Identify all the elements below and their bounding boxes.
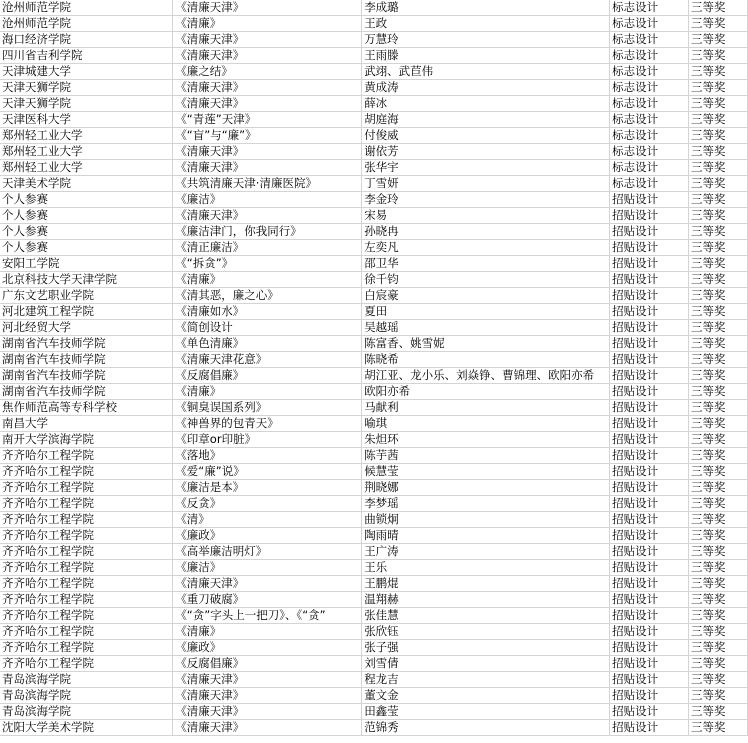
work-title-cell[interactable]: 《高举廉洁明灯》	[173, 544, 362, 560]
school-cell[interactable]: 海口经济学院	[0, 32, 173, 48]
award-cell[interactable]: 三等奖	[689, 416, 748, 432]
school-cell[interactable]: 齐齐哈尔工程学院	[0, 512, 173, 528]
table-row	[0, 240, 748, 256]
school-cell[interactable]: 湖南省汽车技师学院	[0, 384, 173, 400]
author-cell[interactable]: 范锦秀	[362, 720, 610, 736]
category-cell[interactable]: 招贴设计	[610, 656, 689, 672]
work-title-cell[interactable]: 《共筑清廉天津·清廉医院》	[173, 176, 362, 192]
table-row	[0, 592, 748, 608]
award-cell[interactable]: 三等奖	[689, 80, 748, 96]
school-cell[interactable]: 郑州轻工业大学	[0, 160, 173, 176]
category-cell[interactable]: 标志设计	[610, 96, 689, 112]
work-title-cell[interactable]: 《廉洁是本》	[173, 480, 362, 496]
table-row	[0, 448, 748, 464]
school-cell[interactable]: 湖南省汽车技师学院	[0, 336, 173, 352]
category-cell[interactable]: 招贴设计	[610, 592, 689, 608]
table-row	[0, 528, 748, 544]
table-row	[0, 96, 748, 112]
category-cell[interactable]: 招贴设计	[610, 400, 689, 416]
work-title-cell[interactable]: 《廉洁》	[173, 560, 362, 576]
award-cell[interactable]: 三等奖	[689, 0, 748, 16]
school-cell[interactable]: 安阳工学院	[0, 256, 173, 272]
author-cell[interactable]: 王政	[362, 16, 610, 32]
author-cell[interactable]: 薛冰	[362, 96, 610, 112]
work-title-cell[interactable]: 《清廉如水》	[173, 304, 362, 320]
category-cell[interactable]: 招贴设计	[610, 368, 689, 384]
work-title-cell[interactable]: 《单色清廉》	[173, 336, 362, 352]
award-cell[interactable]: 三等奖	[689, 528, 748, 544]
work-title-cell[interactable]: 《清廉天津》	[173, 80, 362, 96]
award-cell[interactable]: 三等奖	[689, 176, 748, 192]
author-cell[interactable]: 黄成涛	[362, 80, 610, 96]
category-cell[interactable]: 招贴设计	[610, 544, 689, 560]
work-title-cell[interactable]: 《重刀破腐》	[173, 592, 362, 608]
work-title-cell[interactable]: 《印章or印脏》	[173, 432, 362, 448]
work-title-cell[interactable]: 《清正廉洁》	[173, 240, 362, 256]
school-cell[interactable]: 青岛滨海学院	[0, 688, 173, 704]
award-cell[interactable]: 三等奖	[689, 160, 748, 176]
work-title-cell[interactable]: 《清廉天津》	[173, 720, 362, 736]
school-cell[interactable]: 南昌大学	[0, 416, 173, 432]
table-row	[0, 640, 748, 656]
work-title-cell[interactable]: 《清廉天津花意》	[173, 352, 362, 368]
work-title-cell[interactable]: 《廉洁津门，你我同行》	[173, 224, 362, 240]
table-row	[0, 480, 748, 496]
work-title-cell[interactable]: 《铜臭误国系列》	[173, 400, 362, 416]
category-cell[interactable]: 招贴设计	[610, 240, 689, 256]
award-cell[interactable]: 三等奖	[689, 704, 748, 720]
work-title-cell[interactable]: 《清廉天津》	[173, 672, 362, 688]
author-cell[interactable]: 候慧莹	[362, 464, 610, 480]
table-row	[0, 432, 748, 448]
table-row	[0, 128, 748, 144]
category-cell[interactable]: 招贴设计	[610, 512, 689, 528]
table-row	[0, 224, 748, 240]
table-row	[0, 400, 748, 416]
author-cell[interactable]: 胡江亚、龙小乐、刘焱铮、曹锦理、欧阳亦希	[362, 368, 610, 384]
category-cell[interactable]: 招贴设计	[610, 224, 689, 240]
author-cell[interactable]: 朱炟环	[362, 432, 610, 448]
award-cell[interactable]: 三等奖	[689, 672, 748, 688]
award-cell[interactable]: 三等奖	[689, 208, 748, 224]
work-title-cell[interactable]: 《“拆贪”》	[173, 256, 362, 272]
work-title-cell[interactable]: 《清廉天津》	[173, 48, 362, 64]
category-cell[interactable]: 标志设计	[610, 32, 689, 48]
school-cell[interactable]: 齐齐哈尔工程学院	[0, 496, 173, 512]
award-cell[interactable]: 三等奖	[689, 560, 748, 576]
table-row	[0, 320, 748, 336]
award-cell[interactable]: 三等奖	[689, 624, 748, 640]
author-cell[interactable]: 张华宇	[362, 160, 610, 176]
school-cell[interactable]: 齐齐哈尔工程学院	[0, 640, 173, 656]
table-row	[0, 352, 748, 368]
author-cell[interactable]: 李金玲	[362, 192, 610, 208]
award-cell[interactable]: 三等奖	[689, 336, 748, 352]
category-cell[interactable]: 标志设计	[610, 64, 689, 80]
table-row	[0, 688, 748, 704]
table-row	[0, 32, 748, 48]
school-cell[interactable]: 天津美术学院	[0, 176, 173, 192]
award-cell[interactable]: 三等奖	[689, 272, 748, 288]
work-title-cell[interactable]: 《清廉天津》	[173, 704, 362, 720]
author-cell[interactable]: 张子强	[362, 640, 610, 656]
school-cell[interactable]: 青岛滨海学院	[0, 704, 173, 720]
school-cell[interactable]: 齐齐哈尔工程学院	[0, 448, 173, 464]
school-cell[interactable]: 沧州师范学院	[0, 0, 173, 16]
award-cell[interactable]: 三等奖	[689, 240, 748, 256]
work-title-cell[interactable]: 《简创设计	[173, 320, 362, 336]
category-cell[interactable]: 招贴设计	[610, 320, 689, 336]
category-cell[interactable]: 标志设计	[610, 112, 689, 128]
award-cell[interactable]: 三等奖	[689, 256, 748, 272]
author-cell[interactable]: 宋易	[362, 208, 610, 224]
category-cell[interactable]: 招贴设计	[610, 288, 689, 304]
author-cell[interactable]: 喻琪	[362, 416, 610, 432]
author-cell[interactable]: 邵卫华	[362, 256, 610, 272]
school-cell[interactable]: 天津天狮学院	[0, 80, 173, 96]
award-cell[interactable]: 三等奖	[689, 656, 748, 672]
school-cell[interactable]: 个人参赛	[0, 192, 173, 208]
award-cell[interactable]: 三等奖	[689, 496, 748, 512]
category-cell[interactable]: 招贴设计	[610, 576, 689, 592]
school-cell[interactable]: 齐齐哈尔工程学院	[0, 560, 173, 576]
work-title-cell[interactable]: 《清廉天津》	[173, 160, 362, 176]
school-cell[interactable]: 焦作师范高等专科学校	[0, 400, 173, 416]
work-title-cell[interactable]: 《清廉》	[173, 624, 362, 640]
table-row	[0, 192, 748, 208]
school-cell[interactable]: 郑州轻工业大学	[0, 128, 173, 144]
work-title-cell[interactable]: 《清廉》	[173, 272, 362, 288]
table-row	[0, 560, 748, 576]
award-cell[interactable]: 三等奖	[689, 32, 748, 48]
work-title-cell[interactable]: 《清廉天津》	[173, 0, 362, 16]
author-cell[interactable]: 王广涛	[362, 544, 610, 560]
author-cell[interactable]: 张佳慧	[362, 608, 610, 624]
school-cell[interactable]: 齐齐哈尔工程学院	[0, 544, 173, 560]
award-cell[interactable]: 三等奖	[689, 640, 748, 656]
category-cell[interactable]: 标志设计	[610, 80, 689, 96]
work-title-cell[interactable]: 《清廉天津》	[173, 144, 362, 160]
award-cell[interactable]: 三等奖	[689, 288, 748, 304]
school-cell[interactable]: 齐齐哈尔工程学院	[0, 592, 173, 608]
table-row	[0, 208, 748, 224]
table-row	[0, 256, 748, 272]
work-title-cell[interactable]: 《清廉天津》	[173, 576, 362, 592]
category-cell[interactable]: 标志设计	[610, 128, 689, 144]
table-row	[0, 48, 748, 64]
category-cell[interactable]: 招贴设计	[610, 384, 689, 400]
author-cell[interactable]: 万慧玲	[362, 32, 610, 48]
author-cell[interactable]: 荆晓娜	[362, 480, 610, 496]
table-row	[0, 368, 748, 384]
table-row	[0, 80, 748, 96]
school-cell[interactable]: 沈阳大学美术学院	[0, 720, 173, 736]
school-cell[interactable]: 齐齐哈尔工程学院	[0, 624, 173, 640]
school-cell[interactable]: 天津天狮学院	[0, 96, 173, 112]
category-cell[interactable]: 招贴设计	[610, 304, 689, 320]
award-cell[interactable]: 三等奖	[689, 48, 748, 64]
table-row	[0, 288, 748, 304]
category-cell[interactable]: 招贴设计	[610, 432, 689, 448]
work-title-cell[interactable]: 《清其恶，廉之心》	[173, 288, 362, 304]
award-cell[interactable]: 三等奖	[689, 128, 748, 144]
school-cell[interactable]: 南开大学滨海学院	[0, 432, 173, 448]
author-cell[interactable]: 李成璐	[362, 0, 610, 16]
category-cell[interactable]: 招贴设计	[610, 640, 689, 656]
author-cell[interactable]: 李梦瑶	[362, 496, 610, 512]
award-cell[interactable]: 三等奖	[689, 720, 748, 736]
author-cell[interactable]: 田鑫莹	[362, 704, 610, 720]
category-cell[interactable]: 招贴设计	[610, 480, 689, 496]
work-title-cell[interactable]: 《清廉天津》	[173, 96, 362, 112]
school-cell[interactable]: 齐齐哈尔工程学院	[0, 464, 173, 480]
table-row	[0, 304, 748, 320]
category-cell[interactable]: 招贴设计	[610, 192, 689, 208]
table-row	[0, 672, 748, 688]
table-row	[0, 416, 748, 432]
author-cell[interactable]: 张欣钰	[362, 624, 610, 640]
category-cell[interactable]: 招贴设计	[610, 416, 689, 432]
award-cell[interactable]: 三等奖	[689, 480, 748, 496]
school-cell[interactable]: 齐齐哈尔工程学院	[0, 528, 173, 544]
award-cell[interactable]: 三等奖	[689, 432, 748, 448]
award-cell[interactable]: 三等奖	[689, 688, 748, 704]
table-row	[0, 272, 748, 288]
author-cell[interactable]: 谢依芳	[362, 144, 610, 160]
author-cell[interactable]: 曲锁炯	[362, 512, 610, 528]
award-cell[interactable]: 三等奖	[689, 608, 748, 624]
author-cell[interactable]: 付俊威	[362, 128, 610, 144]
author-cell[interactable]: 马献利	[362, 400, 610, 416]
table-row	[0, 144, 748, 160]
award-cell[interactable]: 三等奖	[689, 592, 748, 608]
award-cell[interactable]: 三等奖	[689, 64, 748, 80]
award-cell[interactable]: 三等奖	[689, 400, 748, 416]
table-row	[0, 656, 748, 672]
table-row	[0, 464, 748, 480]
award-cell[interactable]: 三等奖	[689, 352, 748, 368]
category-cell[interactable]: 标志设计	[610, 16, 689, 32]
work-title-cell[interactable]: 《“盲”与“廉”》	[173, 128, 362, 144]
category-cell[interactable]: 标志设计	[610, 176, 689, 192]
author-cell[interactable]: 陈芋茜	[362, 448, 610, 464]
category-cell[interactable]: 标志设计	[610, 160, 689, 176]
category-cell[interactable]: 招贴设计	[610, 352, 689, 368]
work-title-cell[interactable]: 《落地》	[173, 448, 362, 464]
author-cell[interactable]: 王鹏焜	[362, 576, 610, 592]
award-cell[interactable]: 三等奖	[689, 112, 748, 128]
school-cell[interactable]: 齐齐哈尔工程学院	[0, 480, 173, 496]
work-title-cell[interactable]: 《清廉》	[173, 384, 362, 400]
school-cell[interactable]: 广东文艺职业学院	[0, 288, 173, 304]
school-cell[interactable]: 湖南省汽车技师学院	[0, 368, 173, 384]
category-cell[interactable]: 招贴设计	[610, 464, 689, 480]
table-row	[0, 544, 748, 560]
school-cell[interactable]: 沧州师范学院	[0, 16, 173, 32]
award-cell[interactable]: 三等奖	[689, 464, 748, 480]
school-cell[interactable]: 齐齐哈尔工程学院	[0, 576, 173, 592]
award-cell[interactable]: 三等奖	[689, 16, 748, 32]
table-row	[0, 704, 748, 720]
award-cell[interactable]: 三等奖	[689, 544, 748, 560]
school-cell[interactable]: 个人参赛	[0, 208, 173, 224]
author-cell[interactable]: 孙晓冉	[362, 224, 610, 240]
school-cell[interactable]: 青岛滨海学院	[0, 672, 173, 688]
school-cell[interactable]: 北京科技大学天津学院	[0, 272, 173, 288]
category-cell[interactable]: 招贴设计	[610, 336, 689, 352]
table-row	[0, 0, 748, 16]
table-row	[0, 496, 748, 512]
school-cell[interactable]: 河北经贸大学	[0, 320, 173, 336]
table-row	[0, 112, 748, 128]
author-cell[interactable]: 左奕凡	[362, 240, 610, 256]
award-cell[interactable]: 三等奖	[689, 368, 748, 384]
category-cell[interactable]: 招贴设计	[610, 624, 689, 640]
category-cell[interactable]: 招贴设计	[610, 256, 689, 272]
work-title-cell[interactable]: 《反腐倡廉》	[173, 656, 362, 672]
table-row	[0, 624, 748, 640]
school-cell[interactable]: 齐齐哈尔工程学院	[0, 608, 173, 624]
award-cell[interactable]: 三等奖	[689, 304, 748, 320]
school-cell[interactable]: 齐齐哈尔工程学院	[0, 656, 173, 672]
author-cell[interactable]: 王雨滕	[362, 48, 610, 64]
category-cell[interactable]: 招贴设计	[610, 704, 689, 720]
school-cell[interactable]: 个人参赛	[0, 224, 173, 240]
award-cell[interactable]: 三等奖	[689, 384, 748, 400]
category-cell[interactable]: 标志设计	[610, 0, 689, 16]
category-cell[interactable]: 招贴设计	[610, 208, 689, 224]
author-cell[interactable]: 王乐	[362, 560, 610, 576]
school-cell[interactable]: 郑州轻工业大学	[0, 144, 173, 160]
award-cell[interactable]: 三等奖	[689, 576, 748, 592]
category-cell[interactable]: 招贴设计	[610, 720, 689, 736]
work-title-cell[interactable]: 《廉政》	[173, 640, 362, 656]
award-cell[interactable]: 三等奖	[689, 192, 748, 208]
school-cell[interactable]: 四川省吉利学院	[0, 48, 173, 64]
work-title-cell[interactable]: 《清》	[173, 512, 362, 528]
award-cell[interactable]: 三等奖	[689, 512, 748, 528]
work-title-cell[interactable]: 《反贪》	[173, 496, 362, 512]
author-cell[interactable]: 欧阳亦希	[362, 384, 610, 400]
award-cell[interactable]: 三等奖	[689, 96, 748, 112]
category-cell[interactable]: 招贴设计	[610, 560, 689, 576]
author-cell[interactable]: 白宸豪	[362, 288, 610, 304]
author-cell[interactable]: 胡庭海	[362, 112, 610, 128]
school-cell[interactable]: 天津城建大学	[0, 64, 173, 80]
category-cell[interactable]: 标志设计	[610, 144, 689, 160]
author-cell[interactable]: 陶雨晴	[362, 528, 610, 544]
table-row	[0, 160, 748, 176]
award-cell[interactable]: 三等奖	[689, 448, 748, 464]
school-cell[interactable]: 湖南省汽车技师学院	[0, 352, 173, 368]
table-row	[0, 64, 748, 80]
category-cell[interactable]: 标志设计	[610, 48, 689, 64]
work-title-cell[interactable]: 《清廉》	[173, 16, 362, 32]
author-cell[interactable]: 武翊、武苣伟	[362, 64, 610, 80]
work-title-cell[interactable]: 《清廉天津》	[173, 688, 362, 704]
award-cell[interactable]: 三等奖	[689, 320, 748, 336]
table-row	[0, 336, 748, 352]
work-title-cell[interactable]: 《“青莲”天津》	[173, 112, 362, 128]
category-cell[interactable]: 招贴设计	[610, 672, 689, 688]
category-cell[interactable]: 招贴设计	[610, 448, 689, 464]
category-cell[interactable]: 招贴设计	[610, 528, 689, 544]
author-cell[interactable]: 陈晓希	[362, 352, 610, 368]
award-cell[interactable]: 三等奖	[689, 144, 748, 160]
work-title-cell[interactable]: 《清廉天津》	[173, 208, 362, 224]
work-title-cell[interactable]: 《神兽界的包青天》	[173, 416, 362, 432]
award-cell[interactable]: 三等奖	[689, 224, 748, 240]
author-cell[interactable]: 吴越瑶	[362, 320, 610, 336]
author-cell[interactable]: 夏田	[362, 304, 610, 320]
category-cell[interactable]: 招贴设计	[610, 688, 689, 704]
author-cell[interactable]: 徐千钧	[362, 272, 610, 288]
school-cell[interactable]: 河北建筑工程学院	[0, 304, 173, 320]
author-cell[interactable]: 刘雪倩	[362, 656, 610, 672]
table-row	[0, 608, 748, 624]
author-cell[interactable]: 丁雪妍	[362, 176, 610, 192]
table-row	[0, 512, 748, 528]
table-row	[0, 176, 748, 192]
work-title-cell[interactable]: 《清廉天津》	[173, 32, 362, 48]
category-cell[interactable]: 招贴设计	[610, 608, 689, 624]
work-title-cell[interactable]: 《“贪”字头上一把刀》、《“贪”	[173, 608, 362, 624]
author-cell[interactable]: 温翔赫	[362, 592, 610, 608]
school-cell[interactable]: 天津医科大学	[0, 112, 173, 128]
category-cell[interactable]: 招贴设计	[610, 496, 689, 512]
author-cell[interactable]: 陈富香、姚雪妮	[362, 336, 610, 352]
work-title-cell[interactable]: 《廉政》	[173, 528, 362, 544]
table-row	[0, 720, 748, 736]
work-title-cell[interactable]: 《反腐倡廉》	[173, 368, 362, 384]
table-row	[0, 16, 748, 32]
author-cell[interactable]: 董文金	[362, 688, 610, 704]
work-title-cell[interactable]: 《爱“廉”说》	[173, 464, 362, 480]
category-cell[interactable]: 招贴设计	[610, 272, 689, 288]
table-row	[0, 384, 748, 400]
work-title-cell[interactable]: 《廉之结》	[173, 64, 362, 80]
table-row	[0, 576, 748, 592]
work-title-cell[interactable]: 《廉洁》	[173, 192, 362, 208]
school-cell[interactable]: 个人参赛	[0, 240, 173, 256]
author-cell[interactable]: 程龙吉	[362, 672, 610, 688]
